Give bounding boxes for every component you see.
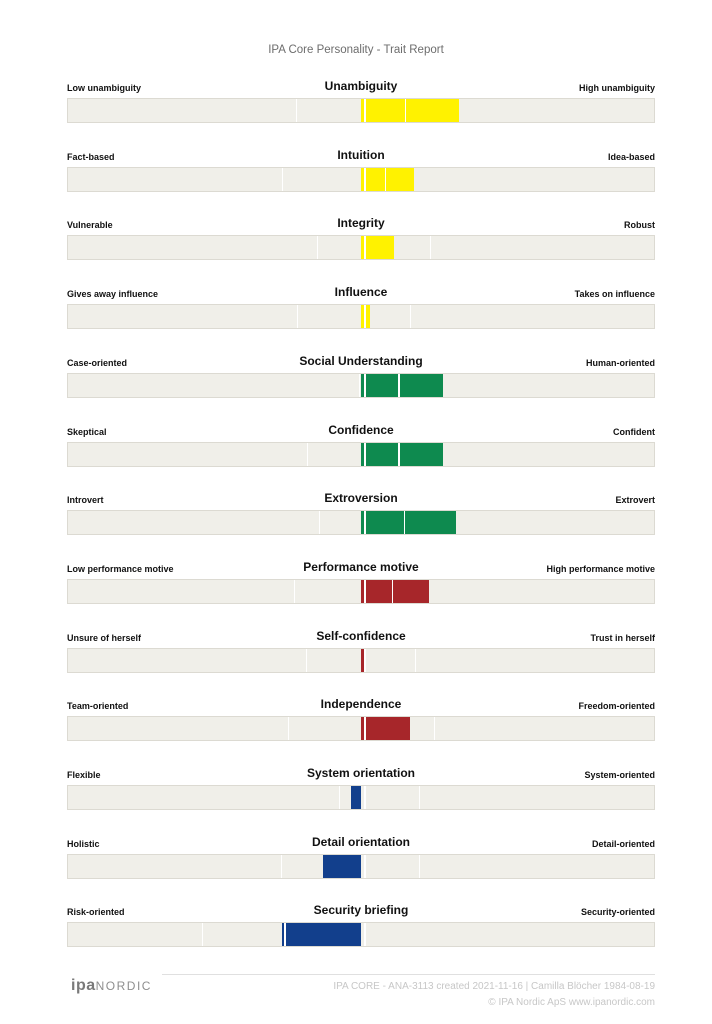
trait-row [67, 758, 655, 818]
trait-high-label: Robust [624, 220, 655, 231]
trait-score-bar [67, 304, 655, 329]
trait-score-fill [282, 923, 361, 946]
trait-score-bar [67, 854, 655, 879]
band-separator [430, 236, 431, 259]
band-separator [297, 305, 298, 328]
trait-score-fill [361, 99, 459, 122]
trait-name: Confidence [328, 422, 394, 437]
center-tick [364, 374, 366, 397]
trait-score-bar [67, 167, 655, 192]
trait-low-label: Unsure of herself [67, 632, 142, 643]
trait-score-bar [67, 98, 655, 123]
center-tick [364, 305, 366, 328]
band-separator [294, 580, 295, 603]
trait-score-fill [361, 443, 443, 466]
trait-score-bar [67, 510, 655, 535]
band-tick [392, 580, 394, 603]
band-separator [307, 443, 308, 466]
trait-score-bar [67, 648, 655, 673]
trait-name: Social Understanding [299, 353, 423, 368]
band-separator [296, 99, 297, 122]
report-title: IPA Core Personality - Trait Report [268, 44, 444, 56]
trait-score-bar [67, 716, 655, 741]
trait-row [67, 140, 655, 200]
trait-name: Extroversion [324, 491, 398, 506]
trait-high-label: Detail-oriented [591, 838, 655, 849]
band-tick [405, 99, 407, 122]
trait-score-bar [67, 235, 655, 260]
trait-low-label: Flexible [67, 770, 101, 780]
center-tick [364, 717, 366, 740]
trait-name: Independence [320, 697, 402, 712]
band-separator [415, 649, 416, 672]
band-tick [385, 168, 387, 191]
trait-name: Intuition [337, 147, 385, 162]
trait-score-fill [361, 168, 414, 191]
logo-main-text: ipa [71, 977, 96, 994]
band-separator [319, 511, 320, 534]
trait-row [67, 483, 655, 543]
trait-score-bar [67, 579, 655, 604]
trait-name: Performance motive [303, 559, 419, 574]
trait-name: Security briefing [313, 903, 409, 918]
band-separator [410, 305, 411, 328]
band-separator [288, 717, 289, 740]
trait-name: Unambiguity [324, 79, 398, 93]
center-tick [364, 580, 366, 603]
trait-high-label: Extrovert [615, 495, 655, 506]
trait-row [67, 277, 655, 337]
center-tick [364, 855, 366, 878]
band-separator [281, 855, 282, 878]
center-tick [364, 99, 366, 122]
trait-high-label: High performance motive [546, 563, 655, 574]
footer-copyright: © IPA Nordic ApS www.ipanordic.com [488, 997, 655, 1008]
trait-low-label: Vulnerable [67, 220, 113, 231]
trait-row [67, 346, 655, 406]
trait-name: Integrity [337, 216, 385, 231]
trait-row [67, 621, 655, 681]
center-tick [364, 923, 366, 946]
trait-name: Detail orientation [311, 834, 410, 849]
center-tick [364, 786, 366, 809]
trait-score-fill [361, 305, 370, 328]
trait-high-label: Takes on influence [574, 289, 655, 300]
trait-score-fill [361, 511, 456, 534]
band-tick [404, 511, 406, 534]
band-separator [202, 923, 203, 946]
band-tick [398, 443, 400, 466]
ipa-nordic-logo [71, 977, 152, 995]
logo-sub-text: NORDIC [95, 979, 152, 993]
band-separator [419, 786, 420, 809]
trait-high-label: Confident [613, 426, 655, 437]
trait-low-label: Low unambiguity [67, 83, 141, 93]
trait-row [67, 208, 655, 268]
band-separator [317, 236, 318, 259]
band-separator [282, 168, 283, 191]
center-tick [364, 168, 366, 191]
center-tick [364, 236, 366, 259]
trait-high-label: Security-oriented [580, 907, 655, 918]
center-tick [364, 511, 366, 534]
trait-high-label: Human-oriented [585, 357, 655, 368]
trait-low-label: Introvert [67, 495, 104, 506]
trait-low-label: Holistic [67, 838, 100, 849]
trait-high-label: Idea-based [607, 151, 655, 162]
trait-low-label: Skeptical [67, 426, 107, 437]
trait-score-bar [67, 922, 655, 947]
trait-high-label: Trust in herself [590, 632, 655, 643]
trait-score-bar [67, 373, 655, 398]
trait-name: Influence [334, 285, 388, 300]
trait-score-fill [361, 374, 443, 397]
trait-low-label: Case-oriented [67, 357, 128, 368]
trait-row [67, 71, 655, 131]
trait-score-fill [361, 580, 429, 603]
band-separator [419, 855, 420, 878]
trait-row [67, 689, 655, 749]
band-tick [284, 923, 286, 946]
band-tick [398, 374, 400, 397]
trait-score-bar [67, 785, 655, 810]
trait-low-label: Gives away influence [67, 289, 159, 300]
trait-low-label: Team-oriented [67, 701, 129, 712]
trait-name: System orientation [306, 766, 416, 780]
trait-score-fill [361, 717, 410, 740]
band-separator [339, 786, 340, 809]
trait-high-label: System-oriented [584, 770, 655, 780]
trait-high-label: Freedom-oriented [578, 701, 655, 712]
trait-name: Self-confidence [316, 628, 406, 643]
trait-score-fill [361, 236, 394, 259]
trait-row [67, 895, 655, 955]
footer-report-info: IPA CORE - ANA-3113 created 2021-11-16 | Camilla Blöcher 1984-08-19 [333, 981, 655, 992]
band-separator [434, 717, 435, 740]
trait-score-fill [323, 855, 361, 878]
trait-row [67, 415, 655, 475]
trait-score-fill [351, 786, 361, 809]
trait-low-label: Risk-oriented [67, 907, 125, 918]
trait-low-label: Low performance motive [67, 563, 174, 574]
trait-row [67, 827, 655, 887]
trait-score-bar [67, 442, 655, 467]
footer-divider [162, 974, 655, 975]
trait-low-label: Fact-based [67, 151, 115, 162]
center-tick [364, 443, 366, 466]
band-separator [306, 649, 307, 672]
trait-row [67, 552, 655, 612]
center-tick [364, 649, 366, 672]
trait-high-label: High unambiguity [579, 83, 655, 93]
